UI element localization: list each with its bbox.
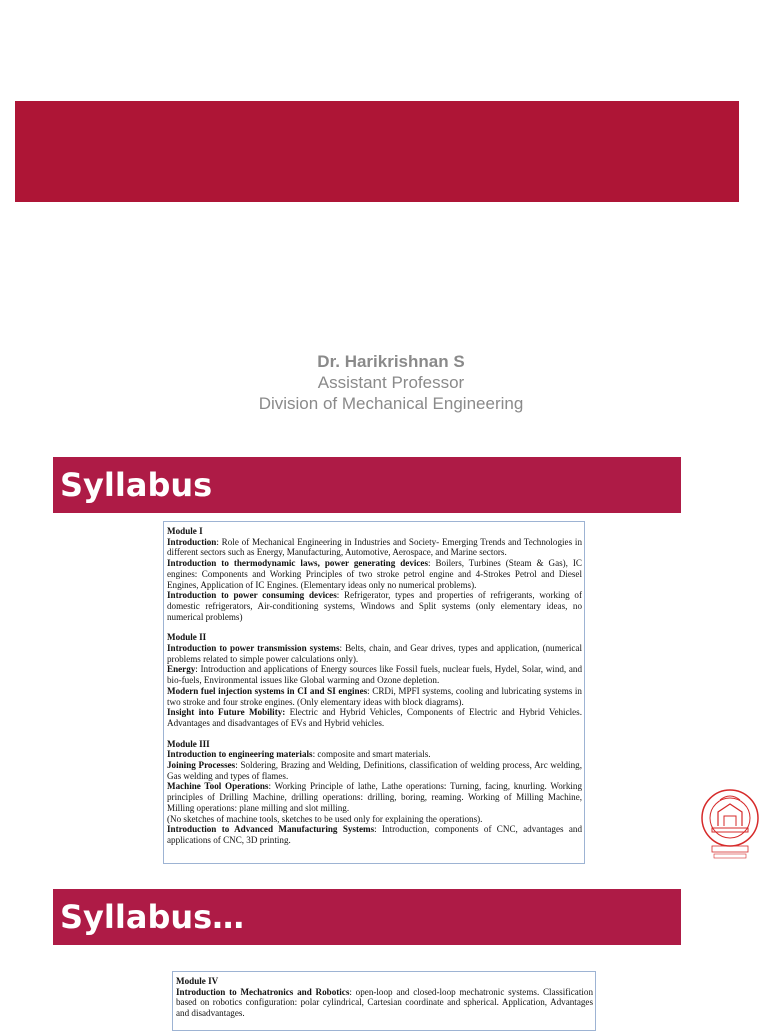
module-4-title: Module IV (176, 976, 219, 986)
syllabus-image-2: Module IV Introduction to Mechatronics and Robotics: open-loop and closed-loop mechatronic systems. Classification based on robotics configuration: polar cylindrical, Cartesian coordinate and spherical. Application, Advantages and disadvantages. (172, 971, 596, 1031)
module-2-title: Module II (167, 632, 207, 643)
syllabus-image-1: Module I Introduction: Role of Mechanical Engineering in Industries and Society- Emerging Trends and Technologies in different sectors such as Energy, Manufacturing, Automotive, Aerospace, and Marine sectors. Introduction to thermodynamic laws, power generating devices: Boilers, Turbines (Steam & Gas), IC engines: Components and Working Principles of two stroke petrol engine and 4-Strokes Petrol and Diesel Engines, Application of IC Engines. (Elementary ideas only no numerical problems). Introduction to power consuming devices: Refrigerator, types and properties of refrigerants, working of domestic refrigerators, Air-conditioning systems, Windows and Split systems (only elementary ideas, no numerical problems) Module II Introduction to power transmission systems: Belts, chain, and Gear drives, types and application, (numerical problems related to simple power calculations only). Energy: Introduction and applications of Energy sources like Fossil fuels, nuclear fuels, Hydel, Solar, wind, and bio-fuels, Environmental issues like Global warming and Ozone depletion. Modern fuel injection systems in CI and SI engines: CRDi, MPFI systems, cooling and lubricating systems in two stroke and four stroke engines. (Only elementary ideas with block diagrams). Insight into Future Mobility: Electric and Hybrid Vehicles, Components of Electric and Hybrid Vehicles. Advantages and disadvantages of EVs and Hybrid vehicles. Module III Introduction to engineering materials: composite and smart materials. Joining Processes: Soldering, Brazing and Welding, Definitions, classification of welding process, Arc welding, Gas welding and types of flames. Machine Tool Operations: Working Principle of lathe, Lathe operations: Turning, facing, knurling. Working principles of Drilling Machine, drilling operations: drilling, boring, reaming. Working of Milling Machine, Milling operations: plane milling and slot milling. (No sketches of machine tools, sketches to be used only for explaining the operations). Introduction to Advanced Manufacturing Systems: Introduction, components of CNC, advantages and applications of CNC, 3D printing. (163, 521, 585, 864)
syllabus-title: Syllabus (53, 457, 681, 513)
syllabus-title-continued: Syllabus… (53, 889, 681, 945)
author-division: Division of Mechanical Engineering (258, 394, 524, 413)
module-1-title: Module I (167, 526, 203, 536)
university-logo (698, 788, 762, 860)
title-banner (15, 101, 739, 202)
module-3-title: Module III (167, 738, 210, 749)
author-role: Assistant Professor (317, 373, 465, 392)
author-name: Dr. Harikrishnan S (317, 352, 465, 371)
